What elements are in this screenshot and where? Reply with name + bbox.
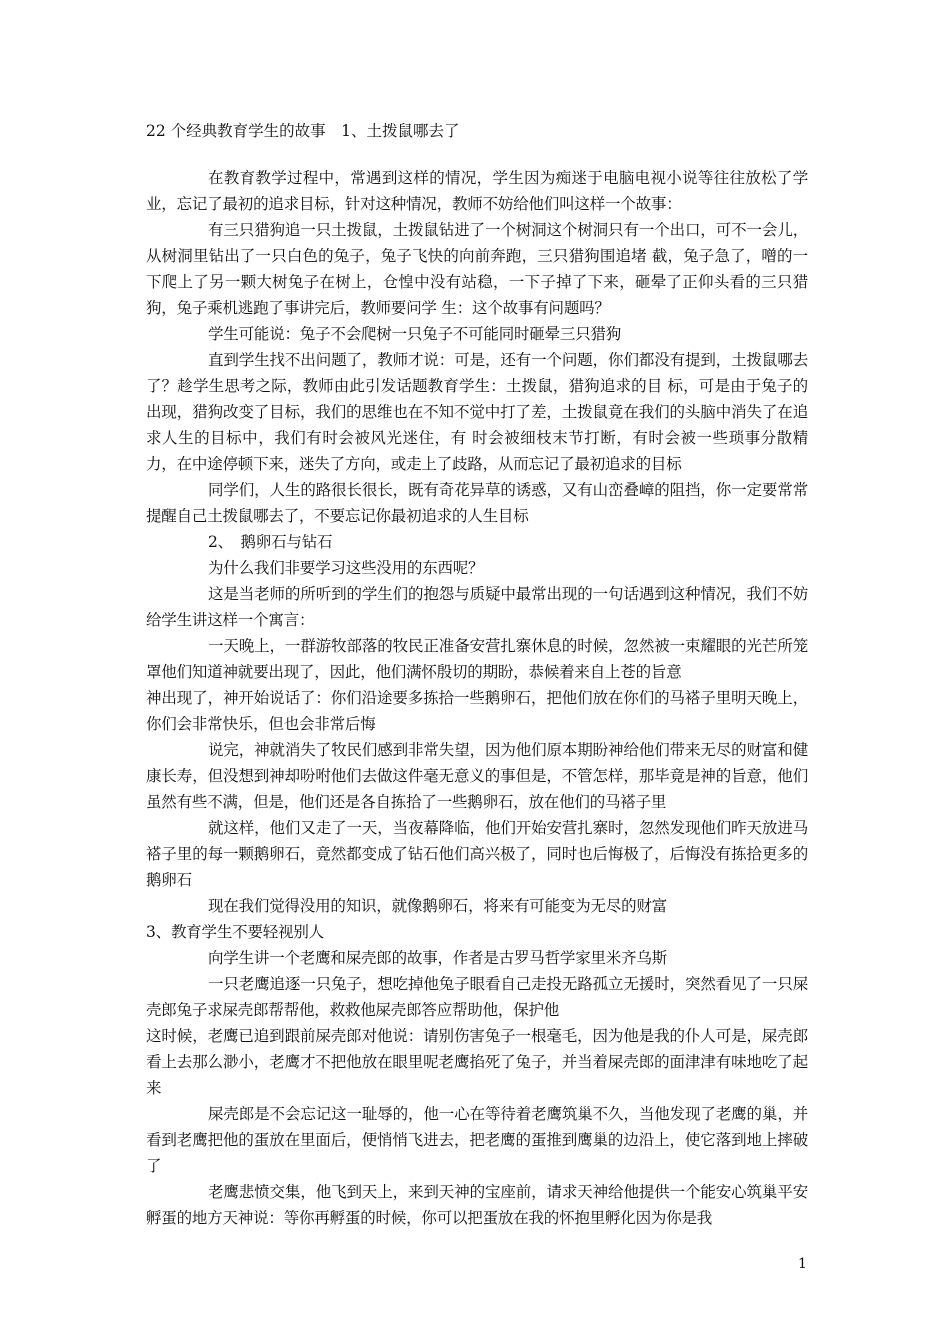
- section-heading-2: 2、 鹅卵石与钻石: [208, 533, 333, 551]
- body-paragraph: 说完，神就消失了牧民们感到非常失望，因为他们原本期盼神给他们带来无尽的财富和健康长寿，但没想到神却吩咐他们去做这件毫无意义的事但是，不管怎样，那毕竟是神的旨意，他们虽然有些不满，但是，他们还是各自拣拾了一些鹅卵石，放在他们的马褡子里: [146, 741, 808, 811]
- body-paragraph: 直到学生找不出问题了，教师才说：可是，还有一个问题，你们都没有提到，土拨鼠哪去了？趁学生思考之际，教师由此引发话题教育学生：土拨鼠，猎狗追求的目 标，可是由于兔子的出现，猎狗改变了目标，我们的思维也在不知不觉中打了差，土拨鼠竟在我们的头脑中消失了在追求人生的目标中，我们有时会被风光迷住，有 时会被细枝末节打断，有时会被一些琐事分散精力，在中途停顿下来，迷失了方向，或走上了歧路，从而忘记了最初追求的目标: [146, 351, 808, 473]
- body-paragraph: 在教育教学过程中，常遇到这样的情况，学生因为痴迷于电脑电视小说等往往放松了学业，忘记了最初的追求目标，针对这种情况，教师不妨给他们叫这样一个故事：: [146, 169, 808, 213]
- body-paragraph: 神出现了，神开始说话了：你们沿途要多拣拾一些鹅卵石，把他们放在你们的马褡子里明天晚上，你们会非常快乐，但也会非常后悔: [146, 689, 808, 733]
- body-paragraph: 这时候，老鹰已追到跟前屎壳郎对他说：请别伤害兔子一根毫毛，因为他是我的仆人可是，屎壳郎看上去那么渺小，老鹰才不把他放在眼里呢老鹰掐死了兔子，并当着屎壳郎的面津津有味地吃了起来: [146, 1027, 808, 1097]
- body-paragraph: 老鹰悲愤交集，他飞到天上，来到天神的宝座前，请求天神给他提供一个能安心筑巢平安孵蛋的地方天神说：等你再孵蛋的时候，你可以把蛋放在我的怀抱里孵化因为你是我: [146, 1183, 808, 1227]
- body-paragraph: 向学生讲一个老鹰和屎壳郎的故事，作者是古罗马哲学家里米齐乌斯: [208, 949, 668, 967]
- body-paragraph: 一天晚上，一群游牧部落的牧民正准备安营扎寨休息的时候，忽然被一束耀眼的光芒所笼罩他们知道神就要出现了，因此，他们满怀殷切的期盼，恭候着来自上苍的旨意: [146, 637, 808, 681]
- page-number: 1: [798, 1256, 807, 1272]
- document-body: [146, 165, 808, 1231]
- body-paragraph: 一只老鹰追逐一只兔子，想吃掉他兔子眼看自己走投无路孤立无援时，突然看见了一只屎壳郎兔子求屎壳郎帮帮他，救救他屎壳郎答应帮助他，保护他: [146, 975, 808, 1019]
- body-paragraph: 有三只猎狗追一只土拨鼠，土拨鼠钻进了一个树洞这个树洞只有一个出口，可不一会儿，从树洞里钻出了一只白色的兔子，兔子飞快的向前奔跑，三只猎狗围追堵 截，兔子急了，噌的一下爬上了另一颗大树兔子在树上，仓惶中没有站稳，一下子掉了下来，砸晕了正仰头看的三只猎狗，兔子乘机逃跑了事讲完后，教师要问学 生：这个故事有问题吗？: [146, 221, 808, 317]
- body-paragraph: 为什么我们非要学习这些没用的东西呢？: [208, 559, 484, 577]
- body-paragraph: 这是当老师的所听到的学生们的抱怨与质疑中最常出现的一句话遇到这种情况，我们不妨给学生讲这样一个寓言：: [146, 585, 808, 629]
- section-heading-3: 3、教育学生不要轻视别人: [146, 923, 324, 941]
- document-heading: 22 个经典教育学生的故事 1、土拨鼠哪去了: [146, 122, 460, 140]
- body-paragraph: 现在我们觉得没用的知识，就像鹅卵石，将来有可能变为无尽的财富: [208, 897, 668, 915]
- body-paragraph: 学生可能说：兔子不会爬树一只兔子不可能同时砸晕三只猎狗: [208, 325, 622, 343]
- body-paragraph: 屎壳郎是不会忘记这一耻辱的，他一心在等待着老鹰筑巢不久，当他发现了老鹰的巢，并看到老鹰把他的蛋放在里面后，便悄悄飞进去，把老鹰的蛋推到鹰巢的边沿上，使它落到地上摔破了: [146, 1105, 808, 1175]
- body-paragraph: 同学们，人生的路很长很长，既有奇花异草的诱惑，又有山峦叠嶂的阻挡，你一定要常常提醒自己土拨鼠哪去了，不要忘记你最初追求的人生目标: [146, 481, 808, 525]
- body-paragraph: 就这样，他们又走了一天，当夜幕降临，他们开始安营扎寨时，忽然发现他们昨天放进马褡子里的每一颗鹅卵石，竟然都变成了钻石他们高兴极了，同时也后悔极了，后悔没有拣拾更多的鹅卵石: [146, 819, 808, 889]
